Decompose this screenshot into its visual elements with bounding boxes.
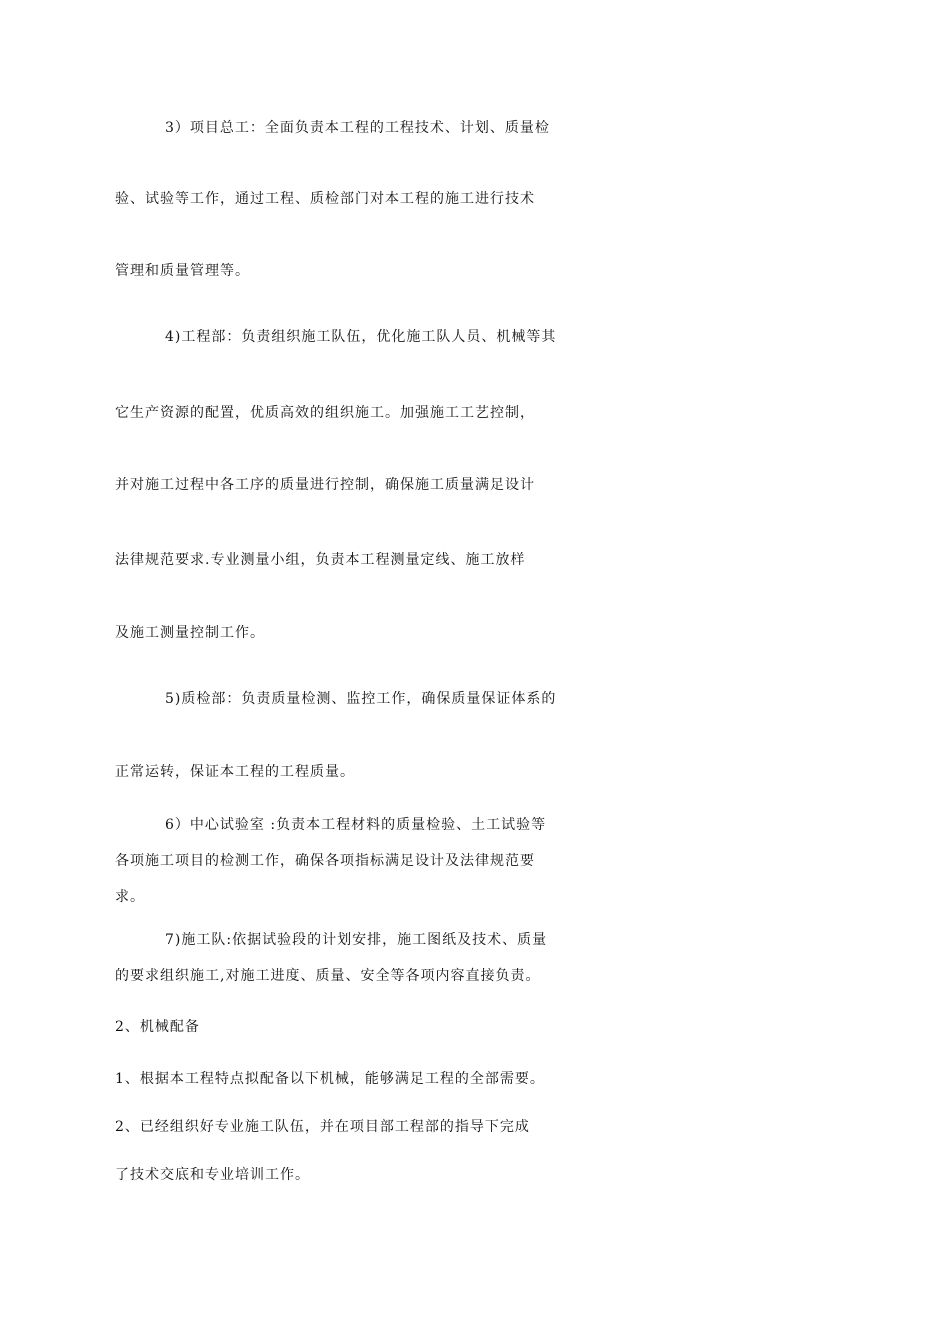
paragraph-line: 验、试验等工作，通过工程、质检部门对本工程的施工进行技术 — [115, 191, 535, 207]
paragraph-line: 法律规范要求.专业测量小组，负责本工程测量定线、施工放样 — [115, 552, 526, 568]
paragraph-line: 它生产资源的配置，优质高效的组织施工。加强施工工艺控制， — [115, 405, 535, 421]
paragraph-line: 各项施工项目的检测工作，确保各项指标满足设计及法律规范要 — [115, 853, 535, 869]
paragraph-line: 1、根据本工程特点拟配备以下机械，能够满足工程的全部需要。 — [115, 1071, 545, 1087]
paragraph-line: 管理和质量管理等。 — [115, 263, 250, 279]
paragraph-line: 正常运转，保证本工程的工程质量。 — [115, 764, 355, 780]
paragraph-line: 4)工程部：负责组织施工队伍，优化施工队人员、机械等其 — [165, 329, 557, 345]
paragraph-line: 3）项目总工：全面负责本工程的工程技术、计划、质量检 — [165, 120, 550, 136]
paragraph-line: 求。 — [115, 889, 145, 905]
paragraph-line: 6）中心试验室 :负责本工程材料的质量检验、土工试验等 — [165, 817, 547, 833]
paragraph-line: 5)质检部：负责质量检测、监控工作，确保质量保证体系的 — [165, 691, 557, 707]
paragraph-line: 并对施工过程中各工序的质量进行控制，确保施工质量满足设计 — [115, 477, 535, 493]
paragraph-line: 了技术交底和专业培训工作。 — [115, 1167, 310, 1183]
paragraph-line: 7)施工队:依据试验段的计划安排，施工图纸及技术、质量 — [165, 932, 548, 948]
paragraph-line: 及施工测量控制工作。 — [115, 625, 265, 641]
paragraph-line: 的要求组织施工,对施工进度、质量、安全等各项内容直接负责。 — [115, 968, 541, 984]
section-heading: 2、机械配备 — [115, 1019, 200, 1035]
paragraph-line: 2、已经组织好专业施工队伍，并在项目部工程部的指导下完成 — [115, 1119, 530, 1135]
